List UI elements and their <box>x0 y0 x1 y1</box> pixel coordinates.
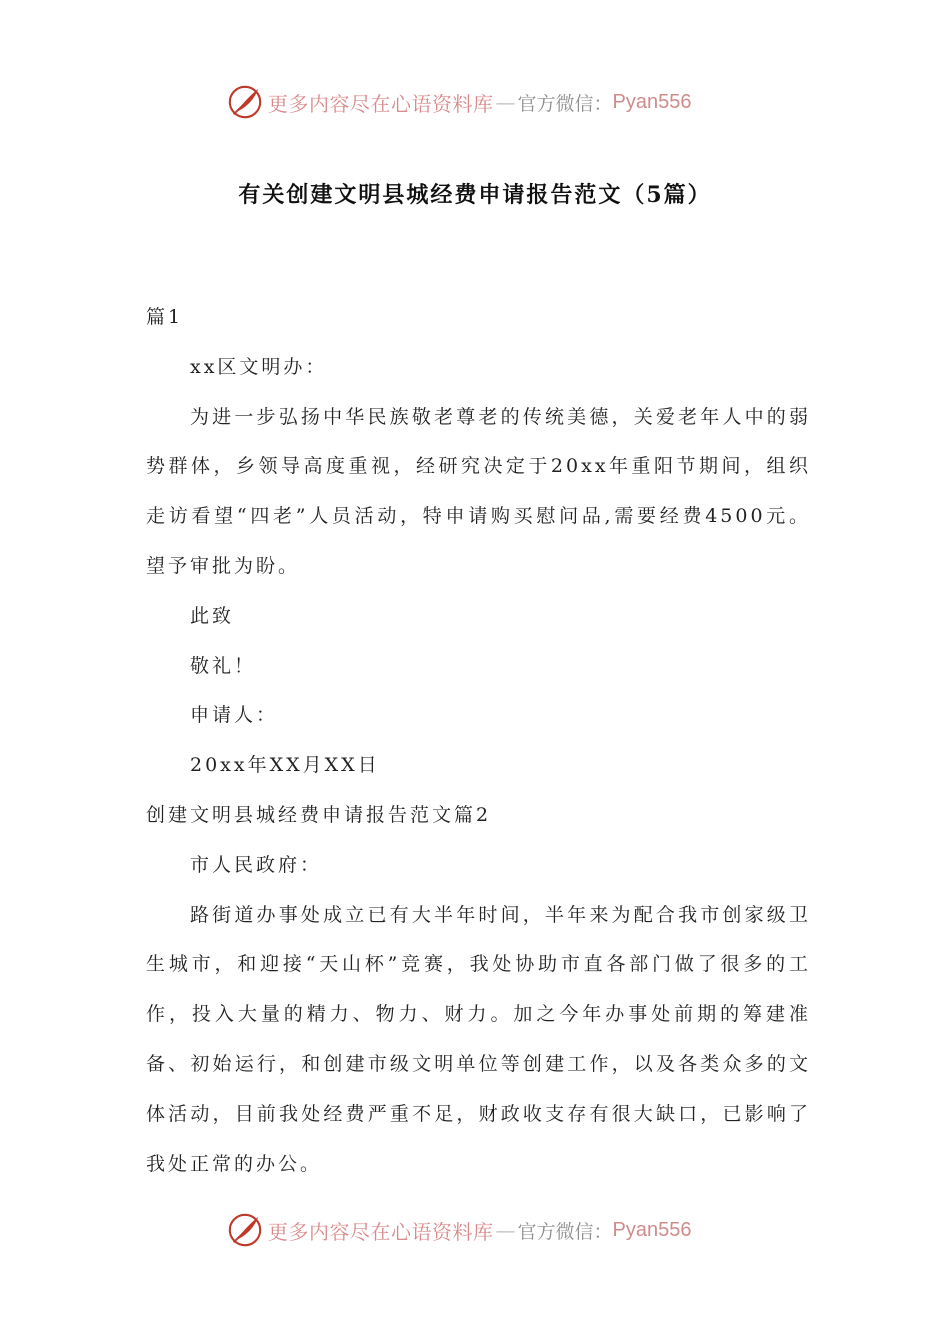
banner-label: 官方微信： <box>517 1220 613 1243</box>
quill-logo-icon <box>226 83 264 121</box>
section2-heading: 创建文明县城经费申请报告范文篇2 <box>146 803 492 826</box>
section1-closing-2: 敬礼！ <box>190 654 257 677</box>
section1-salutation: xx区文明办： <box>190 355 328 378</box>
section2-salutation: 市人民政府： <box>190 853 323 876</box>
banner-wechat-id: Pyan556 <box>612 90 692 113</box>
header-banner <box>226 82 691 122</box>
banner-wechat-id: Pyan556 <box>612 1218 692 1241</box>
footer-banner <box>226 1210 691 1250</box>
banner-separator: — <box>495 90 516 114</box>
banner-text: 更多内容尽在心语资料库 <box>268 91 494 116</box>
banner-text: 更多内容尽在心语资料库 <box>268 1219 494 1244</box>
document-body <box>146 293 811 1189</box>
section2-body: 路街道办事处成立已有大半年时间，半年来为配合我市创家级卫生城市，和迎接“天山杯”竞赛，我处协助市直各部门做了很多的工作，投入大量的精力、物力、财力。加之今年办事处前期的筹建准备、初始运行，和创建市级文明单位等创建工作，以及各类众多的文体活动，目前我处经费严重不足，财政收支存有很大缺口，已影响了我处正常的办公。 <box>146 903 811 1175</box>
banner-label: 官方微信： <box>517 92 613 115</box>
section1-heading: 篇1 <box>146 306 184 328</box>
section1-date: 20xx年XX月XX日 <box>190 754 380 777</box>
banner-separator: — <box>495 1218 516 1242</box>
section1-closing-1: 此致 <box>190 604 235 627</box>
section1-body: 为进一步弘扬中华民族敬老尊老的传统美德，关爱老年人中的弱势群体，乡领导高度重视，经研究决定于20xx年重阳节期间，组织走访看望“四老”人员活动，特申请购买慰问品,需要经费4500元。望予审批为盼。 <box>146 405 811 577</box>
section1-applicant: 申请人： <box>190 704 279 727</box>
quill-logo-icon <box>226 1211 264 1249</box>
document-title: 有关创建文明县城经费申请报告范文（5篇） <box>238 182 712 208</box>
